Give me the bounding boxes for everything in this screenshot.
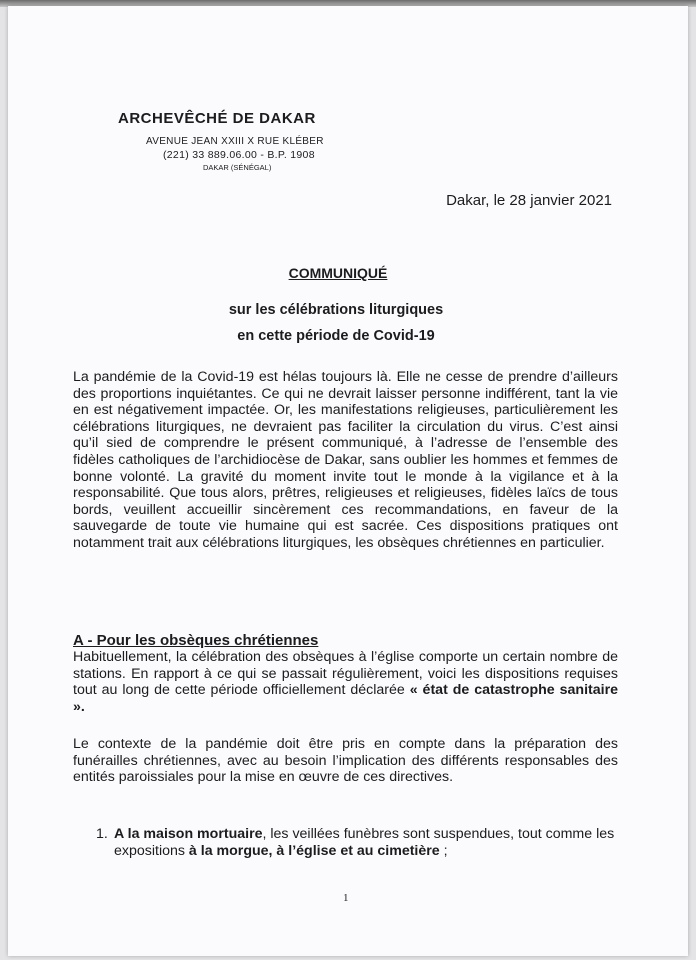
document-subtitle-line2: en cette période de Covid-19 xyxy=(237,328,435,344)
page-number: 1 xyxy=(343,892,349,904)
document-page xyxy=(8,6,688,956)
letterhead xyxy=(118,110,324,172)
letterhead-city: DAKAR (SÉNÉGAL) xyxy=(203,163,272,172)
list-item-lead: A la maison mortuaire xyxy=(114,826,263,842)
letterhead-address: AVENUE JEAN XXIII X RUE KLÉBER xyxy=(146,136,324,147)
section-a-paragraph-1 xyxy=(73,649,618,715)
letterhead-phone: (221) 33 889.06.00 - B.P. 1908 xyxy=(163,149,315,161)
section-a-heading: A - Pour les obsèques chrétiennes xyxy=(73,632,319,649)
list-item-body xyxy=(114,826,626,860)
letterhead-org-name: ARCHEVÊCHÉ DE DAKAR xyxy=(118,110,316,127)
section-a-paragraph-1-text: Habituellement, la célébration des obsèques à l’église comporte un certain nombre de stations. En rapport à ce qui se passait régulièrement, voici les dispositions requises tout au long de cette période officiellement déclarée xyxy=(73,649,618,699)
list-item xyxy=(96,826,626,860)
list-item-number: 1. xyxy=(96,826,108,842)
intro-paragraph: La pandémie de la Covid-19 est hélas toujours là. Elle ne cesse de prendre d’ailleurs des proportions inquiétantes. Ce qui ne devrait laisser personne indifférent, tant la vie en est négativement impactée. Or, les manifestations religieuses, particulièrement les célébrations liturgiques, ne devraient pas faciliter la circulation du virus. C’est ainsi qu’il sied de comprendre le présent communiqué, à l’adresse de l’ensemble des fidèles catholiques de l’archidiocèse de Dakar, sans oublier les hommes et femmes de bonne volonté. La gravité du moment invite tout le monde à la vigilance et à la responsabilité. Que tous alors, prêtres, religieuses et religieuses, fidèles laïcs de tous bords, veuillent accueillir sincèrement ces recommandations, en faveur de la sauvegarde de toute vie humaine qui est sacrée. Ces dispositions pratiques ont notamment trait aux célébrations liturgiques, les obsèques chrétiennes en particulier. xyxy=(73,369,618,551)
list-item-text: , les veillées funèbres sont suspendues, tout comme les expositions xyxy=(114,826,615,859)
document-subtitle-line1: sur les célébrations liturgiques xyxy=(228,302,444,318)
list-item-end: ; xyxy=(439,843,448,859)
list-item-emphasis: à la morgue, à l’église et au cimetière xyxy=(188,843,440,859)
section-a-paragraph-2: Le contexte de la pandémie doit être pris en compte dans la préparation des funérailles chrétiennes, avec au besoin l’implication des différents responsables des entités paroissiales pour la mise en œuvre de ces directives. xyxy=(73,736,618,786)
document-title: COMMUNIQUÉ xyxy=(288,265,388,281)
section-a-paragraph-1-emphasis: « état de catastrophe sanitaire ». xyxy=(73,682,618,715)
letter-date: Dakar, le 28 janvier 2021 xyxy=(446,192,612,209)
